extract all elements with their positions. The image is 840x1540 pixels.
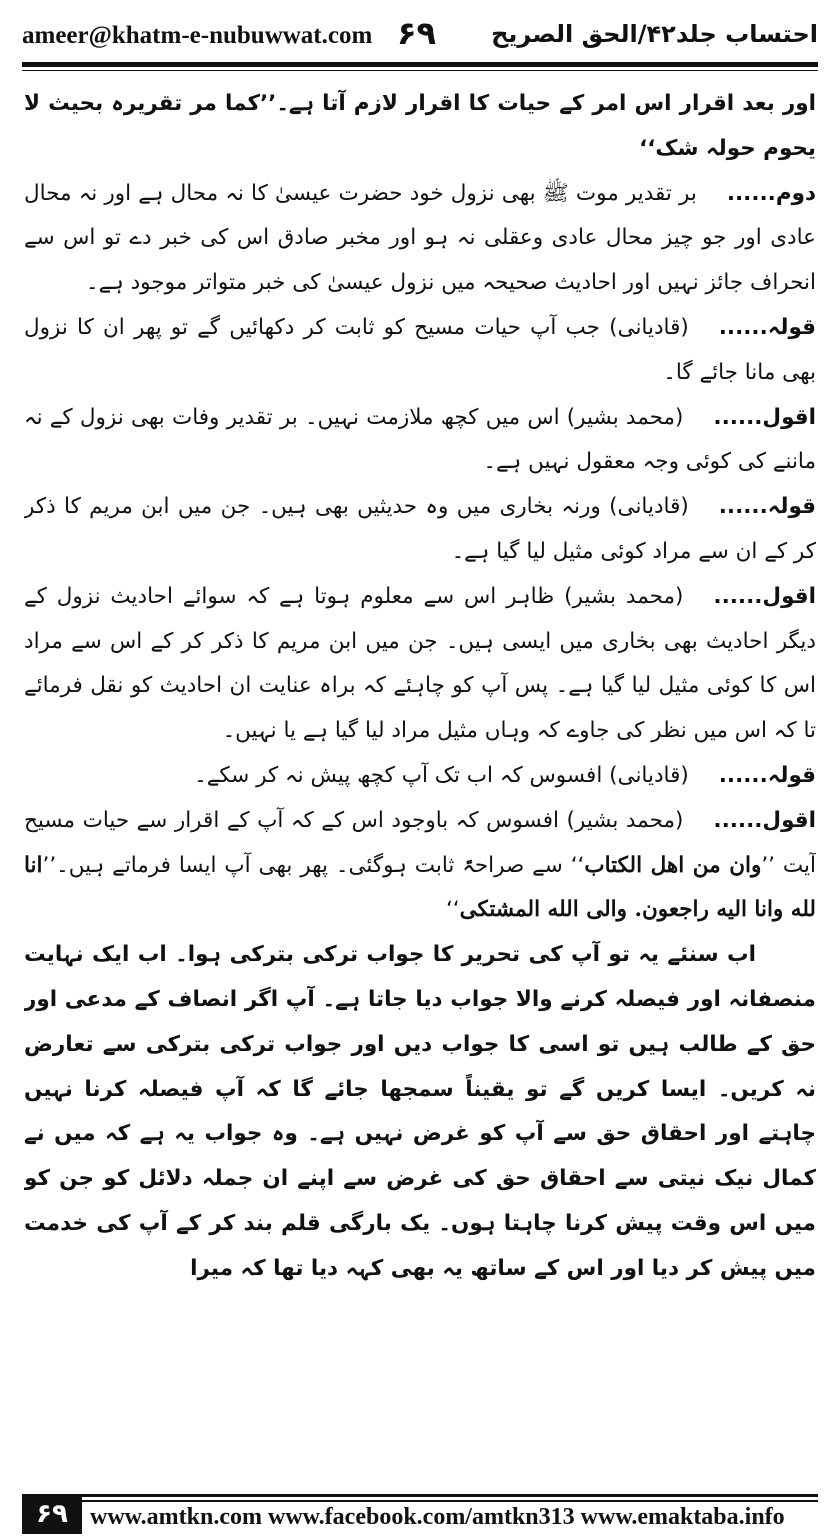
header-rule-thin — [22, 70, 818, 71]
header-page-number: ۶۹ — [397, 14, 437, 52]
paragraph-aqool-2 — [24, 575, 816, 754]
paragraph-qawl-1 — [24, 306, 816, 396]
paragraph-qawl-2-text: (قادیانی) ورنہ بخاری میں وہ حدیثیں بھی ہیں۔ جن میں ابن مریم کا ذکر کر کے ان سے مراد کوئی مثیل لیا گیا ہے۔ — [24, 494, 816, 564]
paragraph-qawl-3 — [24, 754, 816, 799]
paragraph-aqool-3-text-c: ‘‘ — [445, 897, 460, 923]
label-qawlahu: قولہ...... — [718, 762, 816, 788]
paragraph-second — [24, 172, 816, 306]
paragraph-aqool-1 — [24, 396, 816, 486]
paragraph-aqool-3-text-a: (محمد بشیر) افسوس کہ باوجود اس کے کہ آپ کے اقرار سے حیات مسیح آیت ’’ — [24, 807, 816, 878]
paragraph-qawl-2 — [24, 485, 816, 575]
page-footer — [22, 1494, 818, 1534]
footer-rule-bottom — [22, 1500, 818, 1502]
paragraph-second-text: بر تقدیر موت ﷺ بھی نزول خود حضرت عیسیٰ کا نہ محال ہے اور نہ محال عادی اور جو چیز محال عادی وعقلی نہ ہو اور مخبر صادق اس کی خبر دے تو اس سے انحراف جائز نہیں اور احادیث صحیحہ میں نزول عیسیٰ کی خبر متواتر موجود ہے۔ — [24, 180, 816, 296]
paragraph-qawl-3-text: (قادیانی) افسوس کہ اب تک آپ کچھ پیش نہ کر سکے۔ — [194, 762, 689, 788]
label-aqool: اقول...... — [713, 583, 816, 609]
label-qawlahu: قولہ...... — [718, 314, 816, 340]
paragraph-aqool-3-text-b: ‘‘ سے صراحۃً ثابت ہوگئی۔ پھر بھی آپ ایسا فرماتے ہیں۔’’ — [42, 852, 585, 878]
label-aqool: اقول...... — [713, 404, 816, 430]
page-body — [24, 82, 816, 1450]
page-header — [22, 14, 818, 60]
paragraph-qawl-1-text: (قادیانی) جب آپ حیات مسیح کو ثابت کر دکھائیں گے تو پھر ان کا نزول بھی مانا جائے گا۔ — [24, 314, 816, 385]
footer-links: www.amtkn.com www.facebook.com/amtkn313 www.emaktaba.info — [90, 1504, 785, 1530]
arabic-quote-ayah: وان من اهل الكتاب — [584, 852, 762, 878]
paragraph-aqool-1-text: (محمد بشیر) اس میں کچھ ملازمت نہیں۔ بر تقدیر وفات بھی نزول کے نہ ماننے کی کوئی وجہ معقول نہیں ہے۔ — [24, 404, 816, 475]
paragraph-aqool-3 — [24, 799, 816, 933]
header-email: ameer@khatm-e-nubuwwat.com — [22, 22, 373, 49]
label-doum: دوم...... — [726, 180, 816, 206]
label-aqool: اقول...... — [713, 807, 816, 833]
footer-page-number: ۶۹ — [22, 1494, 82, 1534]
label-qawlahu: قولہ...... — [718, 494, 816, 520]
footer-rule-top — [22, 1494, 818, 1497]
paragraph-lead: اور بعد اقرار اس امر کے حیات کا اقرار لازم آتا ہے۔’’کما مر تقریرہ بحیث لا یحوم حولہ شک‘‘ — [24, 91, 816, 161]
paragraph-final: اب سنئے یہ تو آپ کی تحریر کا جواب ترکی بترکی ہوا۔ اب ایک نہایت منصفانہ اور فیصلہ کرنے والا جواب دیا جاتا ہے۔ آپ اگر انصاف کے مدعی اور حق کے طالب ہیں تو اسی کا جواب دیں اور جواب ترکی بترکی سے تعارض نہ کریں۔ ایسا کریں گے تو یقیناً سمجھا جائے گا کہ آپ فیصلہ کرنا نہیں چاہتے اور احقاق حق سے آپ کو غرض نہیں ہے۔ وہ جواب یہ ہے کہ میں نے کمال نیک نیتی سے احقاق حق کی غرض سے اپنے ان جملہ دلائل کو جن کو میں اس وقت پیش کرنا چاہتا ہوں۔ یک بارگی قلم بند کر کے آپ کی خدمت میں پیش کر دیا اور اس کے ساتھ یہ بھی کہہ دیا تھا کہ میرا — [24, 942, 816, 1281]
paragraph-aqool-2-text: (محمد بشیر) ظاہر اس سے معلوم ہوتا ہے کہ سوائے احادیث نزول کے دیگر احادیث بھی بخاری میں ایسی ہیں۔ جن میں ابن مریم کا ذکر کر کے اس سے مراد اس کا کوئی مثیل لیا گیا ہے۔ پس آپ کو چاہئے کہ براہ عنایت ان احادیث کو نقل فرمائے تا کہ اس میں نظر کی جاوے کہ وہاں مثیل مراد لیا گیا ہے یا نہیں۔ — [24, 583, 816, 744]
header-title: احتساب جلد۴۲/الحق الصریح — [491, 20, 818, 48]
header-rule-thick — [22, 62, 818, 67]
arabic-quote-istirja: انا لله وانا اليه راجعون. والى الله المشتكى — [24, 852, 816, 923]
